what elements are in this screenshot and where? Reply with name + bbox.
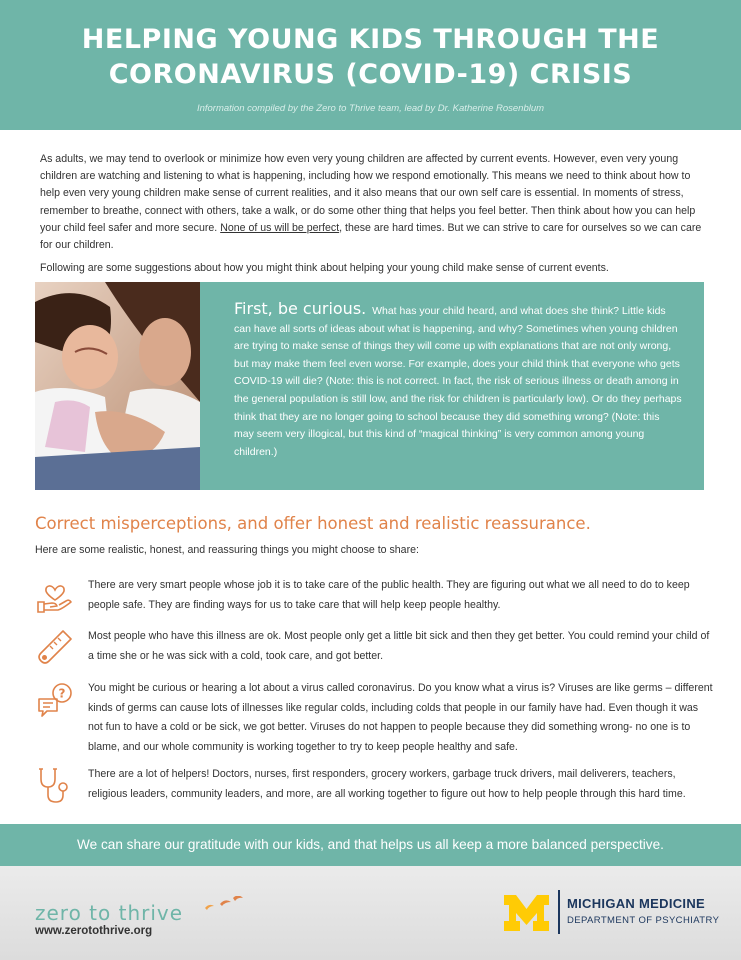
zero-to-thrive-logo: [35, 896, 250, 926]
item-text: There are very smart people whose job it is to take care of the public health. They are figuring out what we all need to do to keep people safe. They are finding ways for us to take care that will help keep people healthy.: [88, 579, 690, 611]
logo-divider: [558, 890, 560, 934]
thermometer-icon: [35, 627, 75, 667]
gratitude-banner: We can share our gratitude with our kids, and that helps us all keep a more balanced perspective.: [0, 824, 741, 866]
question-chat-icon: [35, 679, 75, 719]
website-link[interactable]: www.zerotothrive.org: [35, 925, 153, 937]
zt-logo-text: zero to thrive: [35, 901, 184, 925]
page-header: [0, 0, 741, 130]
intro-section: [40, 151, 706, 277]
intro-p1-part2: , these are hard times. But we can strive to care for ourselves so we can care for our children.: [40, 221, 702, 252]
intro-p1-part1: As adults, we may tend to overlook or minimize how even very young children are affected by current events. However, even very young children are watching and listening to what is happening, including how we respond emotionally. This means we need to think about how to help even very young children make sense of current realities, and it also means that our own self care is essential. In moments of stress, remember to breathe, connect with others, take a walk, or do some other thing that helps you feel better. Then think about how you can help your child feel safer and more secure.: [40, 153, 696, 234]
title-line-2: CORONAVIRUS (COVID-19) CRISIS: [108, 59, 633, 90]
page-subtitle: Information compiled by the Zero to Thrive team, lead by Dr. Katherine Rosenblum: [196, 103, 545, 114]
intro-paragraph-1: [40, 151, 706, 254]
be-curious-panel: [200, 282, 704, 490]
photo-illustration: [35, 282, 200, 490]
be-curious-heading: First, be curious.: [234, 299, 367, 318]
heart-hand-icon: [35, 576, 75, 616]
intro-paragraph-2: Following are some suggestions about how you might think about helping your young child make sense of current events.: [40, 262, 609, 275]
intro-p1-underlined: None of us will be perfect: [220, 221, 340, 234]
section-title: Correct misperceptions, and offer honest and realistic reassurance.: [35, 514, 591, 533]
title-line-1: HELPING YOUNG KIDS THROUGH THE: [81, 24, 660, 55]
mother-child-photo: [35, 282, 200, 490]
michigan-medicine-name: MICHIGAN MEDICINE: [567, 896, 705, 911]
stethoscope-icon: [35, 765, 75, 805]
page-title: [0, 22, 741, 92]
be-curious-body: What has your child heard, and what does she think? Little kids can have all sorts of ideas about what is happening, and why? Sometimes when young children are trying to make sense of things they will come up with explanations that are not only wrong, but may make them feel even worse. For example, does your child think that everyone who gets COVID-19 will die? (Note: this is not correct. In fact, the risk of serious illness or death among in the general population is still low, and the risk for children is particularly low). Or do they perhaps think that they are no longer going to school because they did something wrong? (Note: this may seem very illogical, but this kind of “magical thinking” is very common among young children.): [234, 305, 682, 458]
item-text: You might be curious or hearing a lot about a virus called coronavirus. Do you know what a virus is? Viruses are like germs – different kinds of germs can cause lots of illnesses like regular colds, including colds that people in our family have had. Even though it was not fun to have a cold or be sick, we got better. Viruses do not happen to people because they did something wrong- no one is to blame, and our whole community is working together to try to keep people healthy and safe.: [88, 682, 713, 753]
department-name: DEPARTMENT OF PSYCHIATRY: [567, 915, 720, 926]
section-intro: Here are some realistic, honest, and reassuring things you might choose to share:: [35, 544, 419, 556]
item-text: Most people who have this illness are ok. Most people only get a little bit sick and then they get better. You could remind your child of a time she or he was sick with a cold, took care, and got better.: [88, 630, 710, 662]
item-text: There are a lot of helpers! Doctors, nurses, first responders, grocery workers, garbage truck drivers, mail deliverers, teachers, religious leaders, community leaders, and more, are all working together to figure out how to help people through this hard time.: [88, 768, 686, 800]
michigan-block-m-logo: [503, 894, 550, 932]
svg-text:?: ?: [58, 686, 66, 701]
